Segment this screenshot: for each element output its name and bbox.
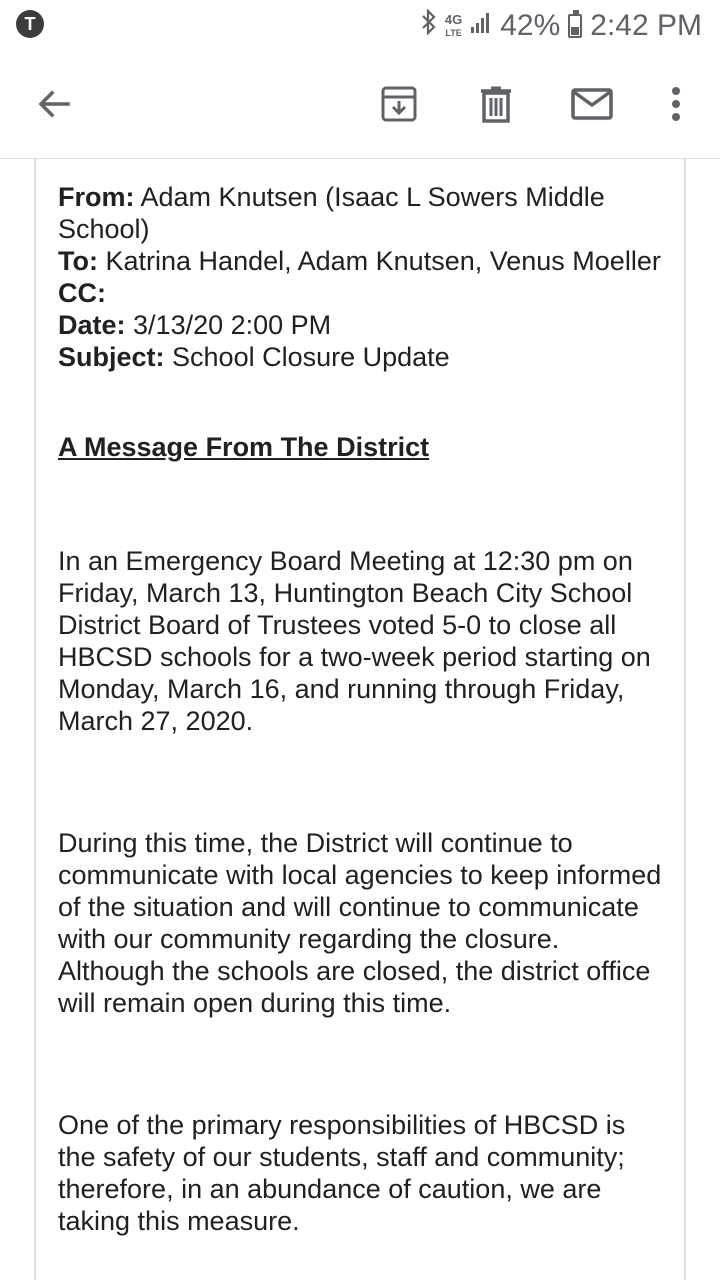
back-button[interactable] [30,80,78,128]
mail-icon [570,87,614,121]
email-toolbar [0,52,720,159]
network-type-icon [444,11,463,39]
battery-icon [568,14,582,38]
mark-unread-button[interactable] [568,80,616,128]
status-bar [0,0,720,52]
battery-percent: 42% [500,9,561,42]
network-label: 4G [444,11,463,27]
body-paragraph: During this time, the District will continue to communicate with local agencies to keep informed of the situation and will continue to communicate with our community regarding the closure. Although the schools are closed, the district office will remain open during this time. [58,828,662,1018]
cc-line [58,277,666,309]
more-vert-icon [670,86,682,122]
to-label: To: [58,246,98,276]
arrow-back-icon [36,86,72,122]
subject-label: Subject: [58,342,165,372]
bluetooth-icon [421,9,437,43]
network-sub-label: LTE [445,27,462,38]
subject-value: School Closure Update [172,342,450,372]
signal-icon [470,9,492,43]
from-line [58,181,666,245]
body-paragraph: In an Emergency Board Meeting at 12:30 pm on Friday, March 13, Huntington Beach City School District Board of Trustees voted 5-0 to close all HBCSD schools for a two-week period starting on Monday, March 16, and running through Friday, March 27, 2020. [58,546,651,736]
to-line [58,245,666,277]
to-value: Katrina Handel, Adam Knutsen, Venus Moeller [105,246,661,276]
trash-icon [479,85,513,123]
date-line [58,309,666,341]
from-value: Adam Knutsen (Isaac L Sowers Middle School) [58,182,605,244]
body-paragraph: One of the primary responsibilities of HBCSD is the safety of our students, staff and community; therefore, in an abundance of caution, we are taking this measure. [58,1110,626,1236]
section-title: A Message From The District [58,432,430,462]
subject-line [58,341,666,373]
delete-button[interactable] [472,80,520,128]
cc-label: CC: [58,278,106,308]
email-content [58,181,666,1237]
archive-icon [380,85,418,123]
date-label: Date: [58,310,126,340]
more-options-button[interactable] [652,80,700,128]
email-message-card [34,159,686,1280]
from-label: From: [58,182,135,212]
app-notification-icon: T [16,10,44,38]
status-indicators [421,6,702,46]
archive-button[interactable] [375,80,423,128]
date-value: 3/13/20 2:00 PM [133,310,332,340]
clock: 2:42 PM [590,9,702,42]
